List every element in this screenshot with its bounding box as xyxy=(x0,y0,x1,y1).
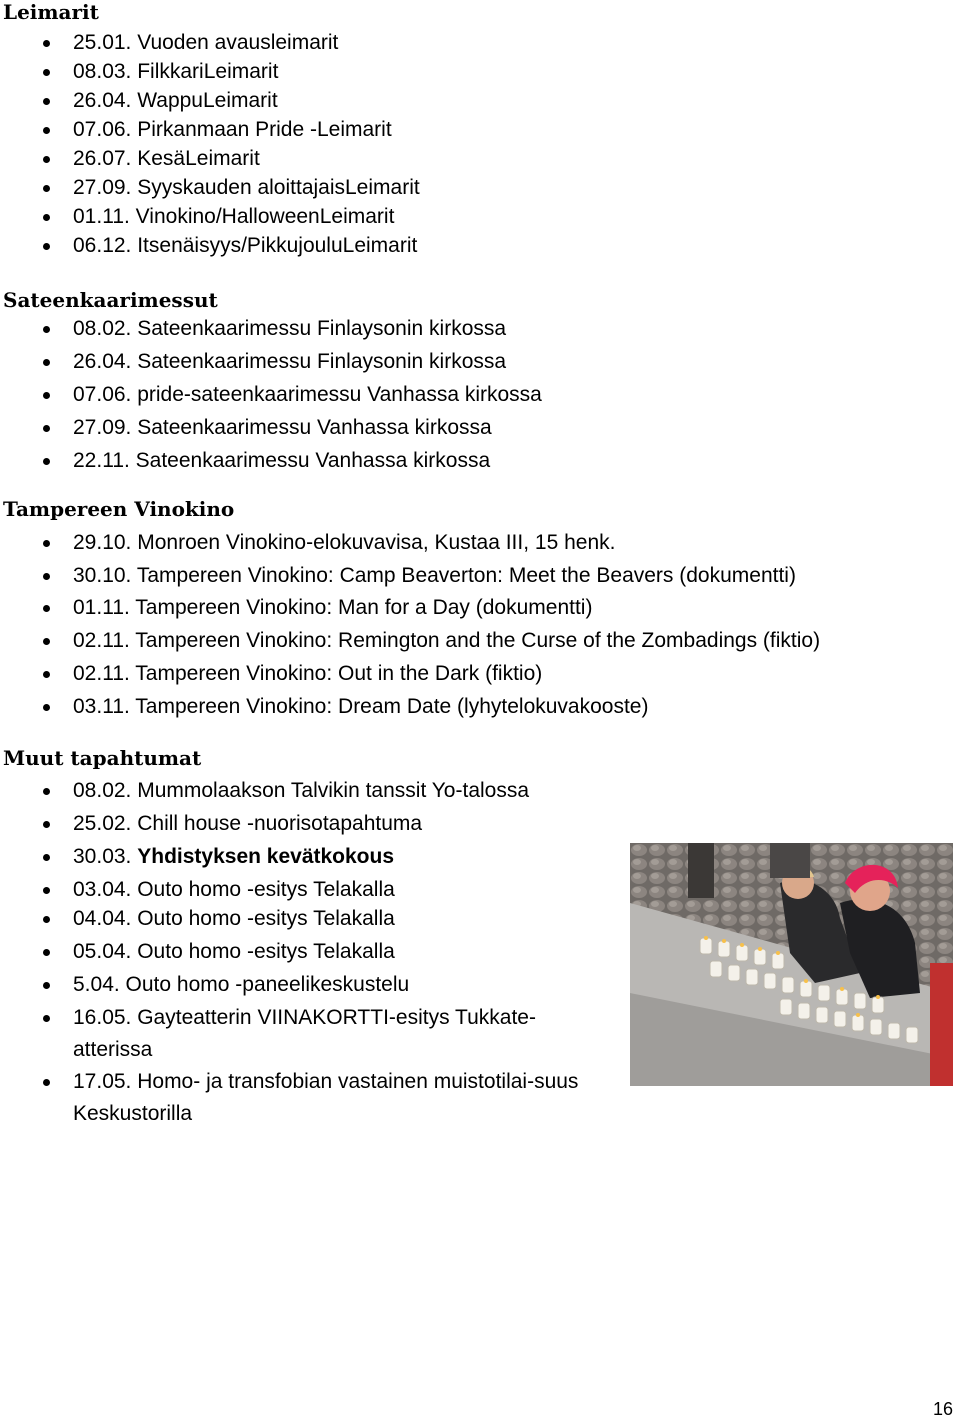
list-item: 30.10. Tampereen Vinokino: Camp Beaverton: Meet the Beavers (dokumentti) xyxy=(73,560,796,592)
list-item: 08.03. FilkkariLeimarit xyxy=(73,56,278,88)
list-item: 04.04. Outo homo -esitys Telakalla xyxy=(73,903,395,935)
bullet-icon xyxy=(43,638,50,645)
section-heading-leimarit: Leimarit xyxy=(3,0,99,24)
bullet-icon xyxy=(43,788,50,795)
list-item: 26.07. KesäLeimarit xyxy=(73,143,260,175)
bullet-icon xyxy=(43,326,50,333)
bullet-icon xyxy=(43,214,50,221)
list-item: 22.11. Sateenkaarimessu Vanhassa kirkossa xyxy=(73,445,490,477)
section-heading-sateenkaarimessut: Sateenkaarimessut xyxy=(3,288,218,312)
list-item: 02.11. Tampereen Vinokino: Out in the Dark (fiktio) xyxy=(73,658,542,690)
bullet-icon xyxy=(43,916,50,923)
page-number: 16 xyxy=(932,1399,953,1419)
list-item: 05.04. Outo homo -esitys Telakalla xyxy=(73,936,395,968)
bullet-icon xyxy=(43,854,50,861)
bullet-icon xyxy=(43,156,50,163)
list-item: 08.02. Sateenkaarimessu Finlaysonin kirkossa xyxy=(73,313,506,345)
list-item: 03.04. Outo homo -esitys Telakalla xyxy=(73,874,395,906)
bullet-icon xyxy=(43,540,50,547)
bullet-icon xyxy=(43,573,50,580)
list-item: 27.09. Syyskauden aloittajaisLeimarit xyxy=(73,172,420,204)
list-item: 29.10. Monroen Vinokino-elokuvavisa, Kustaa III, 15 henk. xyxy=(73,527,615,559)
bullet-icon xyxy=(43,69,50,76)
list-item: 01.11. Vinokino/HalloweenLeimarit xyxy=(73,201,394,233)
bullet-icon xyxy=(43,98,50,105)
list-item: 25.01. Vuoden avausleimarit xyxy=(73,27,338,59)
list-item: 07.06. Pirkanmaan Pride -Leimarit xyxy=(73,114,392,146)
list-item: 02.11. Tampereen Vinokino: Remington and the Curse of the Zombadings (fiktio) xyxy=(73,625,820,657)
photo-illustration xyxy=(630,843,953,1086)
bullet-icon xyxy=(43,359,50,366)
bullet-icon xyxy=(43,821,50,828)
list-item: 5.04. Outo homo -paneelikeskustelu xyxy=(73,969,409,1001)
list-item: 17.05. Homo- ja transfobian vastainen muistotilai-suus Keskustorilla xyxy=(73,1066,613,1130)
bullet-icon xyxy=(43,887,50,894)
bullet-icon xyxy=(43,458,50,465)
list-item: 03.11. Tampereen Vinokino: Dream Date (lyhytelokuvakooste) xyxy=(73,691,648,723)
bullet-icon xyxy=(43,243,50,250)
bullet-icon xyxy=(43,982,50,989)
bullet-icon xyxy=(43,1015,50,1022)
list-item: 25.02. Chill house -nuorisotapahtuma xyxy=(73,808,422,840)
bullet-icon xyxy=(43,605,50,612)
bullet-icon xyxy=(43,1079,50,1086)
bullet-icon xyxy=(43,127,50,134)
section-heading-muut-tapahtumat: Muut tapahtumat xyxy=(3,746,202,770)
list-item: 30.03. Yhdistyksen kevätkokous xyxy=(73,841,394,873)
list-item: 01.11. Tampereen Vinokino: Man for a Day (dokumentti) xyxy=(73,592,592,624)
bullet-icon xyxy=(43,40,50,47)
bullet-icon xyxy=(43,671,50,678)
list-item: 06.12. Itsenäisyys/PikkujouluLeimarit xyxy=(73,230,417,262)
bullet-icon xyxy=(43,392,50,399)
bullet-icon xyxy=(43,425,50,432)
list-item: 07.06. pride-sateenkaarimessu Vanhassa kirkossa xyxy=(73,379,542,411)
list-item: 16.05. Gayteatterin VIINAKORTTI-esitys Tukkate-atterissa xyxy=(73,1002,613,1066)
candle-vigil-photo xyxy=(630,843,953,1086)
list-item: 08.02. Mummolaakson Talvikin tanssit Yo-talossa xyxy=(73,775,529,807)
list-item: 27.09. Sateenkaarimessu Vanhassa kirkossa xyxy=(73,412,492,444)
list-item: 26.04. Sateenkaarimessu Finlaysonin kirkossa xyxy=(73,346,506,378)
section-heading-vinokino: Tampereen Vinokino xyxy=(3,497,235,521)
list-item: 26.04. WappuLeimarit xyxy=(73,85,278,117)
bullet-icon xyxy=(43,949,50,956)
bullet-icon xyxy=(43,704,50,711)
bullet-icon xyxy=(43,185,50,192)
